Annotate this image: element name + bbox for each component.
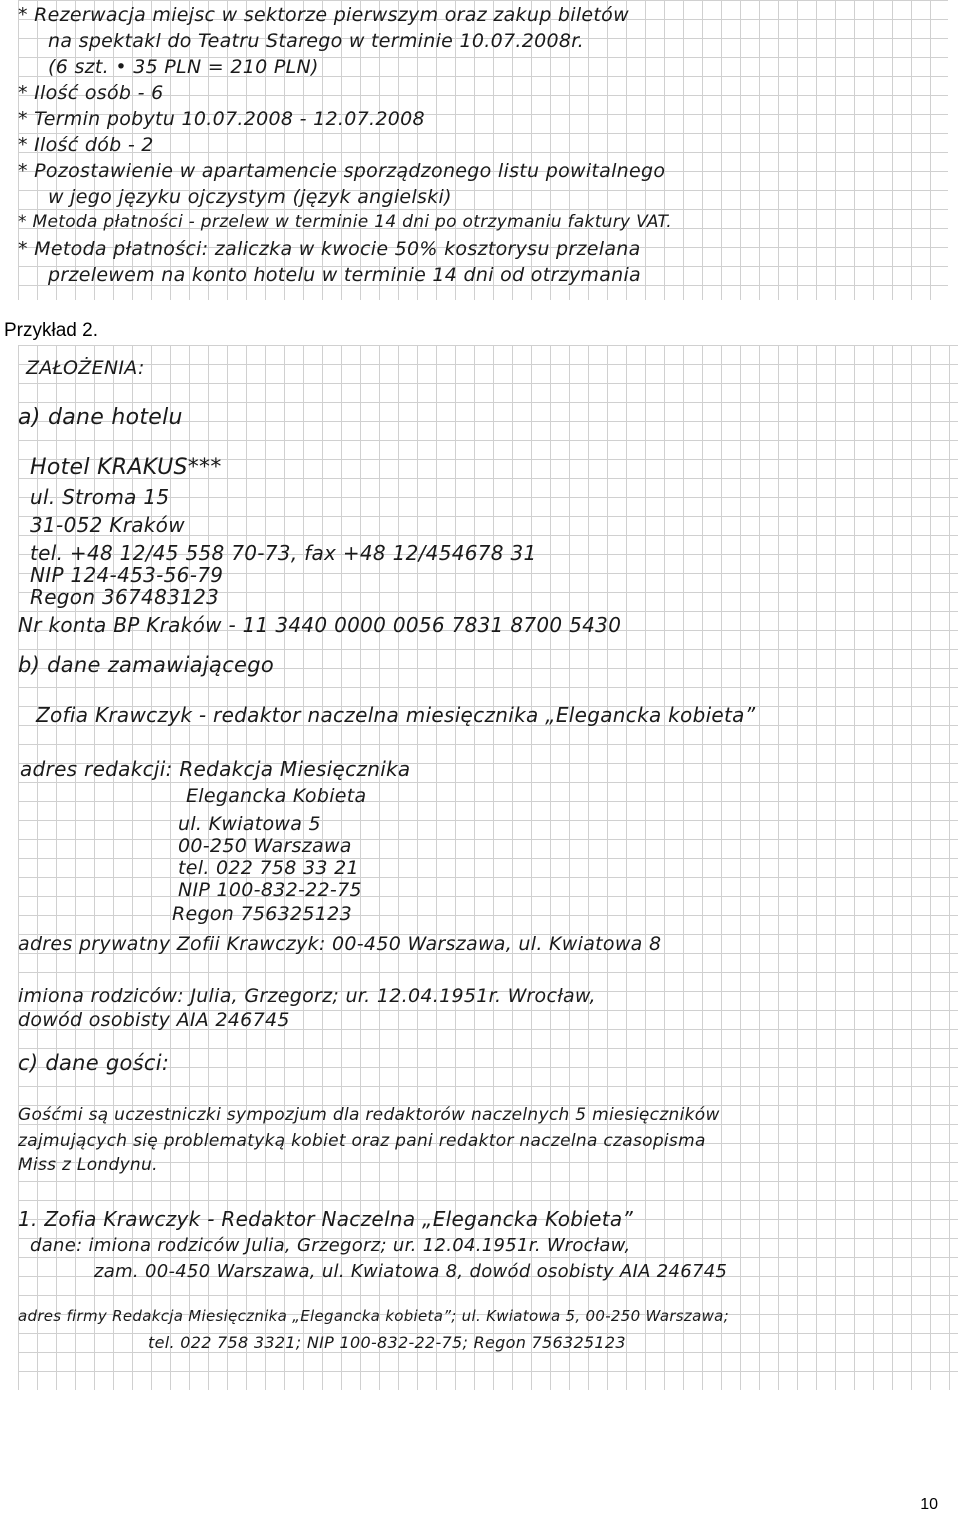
handwritten-line: adres firmy Redakcja Miesięcznika „Elegancka kobieta”; ul. Kwiatowa 5, 00-250 Warszawa; (18, 1307, 729, 1325)
handwritten-line: * Pozostawienie w apartamencie sporządzonego listu powitalnego (18, 160, 666, 182)
handwritten-line: ul. Stroma 15 (30, 485, 170, 509)
handwritten-line: NIP 124-453-56-79 (30, 563, 224, 587)
handwritten-line: 1. Zofia Krawczyk - Redaktor Naczelna „Elegancka Kobieta” (18, 1207, 634, 1231)
handwritten-line: (6 szt. • 35 PLN = 210 PLN) (48, 56, 319, 78)
handwritten-line: * Termin pobytu 10.07.2008 - 12.07.2008 (18, 108, 425, 130)
handwritten-line: dane: imiona rodziców Julia, Grzegorz; ur. 12.04.1951r. Wrocław, (30, 1235, 631, 1256)
handwritten-line: zam. 00-450 Warszawa, ul. Kwiatowa 8, dowód osobisty AIA 246745 (94, 1261, 728, 1282)
handwritten-line: Gośćmi są uczestniczki sympozjum dla redaktorów naczelnych 5 miesięczników (18, 1105, 720, 1125)
handwritten-line: Hotel KRAKUS*** (30, 455, 222, 480)
handwritten-line: Miss z Londynu. (18, 1155, 158, 1175)
handwritten-line: Nr konta BP Kraków - 11 3440 0000 0056 7831 8700 5430 (18, 613, 622, 637)
handwritten-line: * Ilość dób - 2 (18, 134, 154, 156)
handwritten-line: na spektakl do Teatru Starego w terminie 10.07.2008r. (48, 30, 584, 52)
handwritten-line: adres prywatny Zofii Krawczyk: 00-450 Warszawa, ul. Kwiatowa 8 (18, 933, 662, 955)
handwritten-line: * Metoda płatności: zaliczka w kwocie 50% kosztorysu przelana (18, 238, 641, 260)
section-heading: ZAŁOŻENIA: (26, 357, 145, 379)
handwritten-line: dowód osobisty AIA 246745 (18, 1009, 290, 1031)
handwritten-line: imiona rodziców: Julia, Grzegorz; ur. 12.04.1951r. Wrocław, (18, 985, 596, 1007)
handwritten-line: przelewem na konto hotelu w terminie 14 dni od otrzymania (48, 264, 641, 286)
handwritten-line: tel. +48 12/45 558 70-73, fax +48 12/454678 31 (30, 541, 537, 565)
handwritten-scan-top (18, 0, 948, 300)
handwritten-line: * Metoda płatności - przelew w terminie 14 dni po otrzymaniu faktury VAT. (18, 212, 672, 232)
handwritten-line: Regon 367483123 (30, 585, 220, 609)
section-heading: c) dane gości: (18, 1051, 170, 1075)
section-heading: b) dane zamawiającego (18, 653, 275, 677)
handwritten-line: 31-052 Kraków (30, 513, 185, 537)
handwritten-line: adres redakcji: Redakcja Miesięcznika (20, 757, 411, 781)
handwritten-line: zajmujących się problematyką kobiet oraz pani redaktor naczelna czasopisma (18, 1131, 706, 1151)
handwritten-line: tel. 022 758 3321; NIP 100-832-22-75; Regon 756325123 (148, 1333, 626, 1352)
handwritten-line: Zofia Krawczyk - redaktor naczelna miesięcznika „Elegancka kobieta” (36, 703, 756, 727)
page-number: 10 (920, 1496, 938, 1513)
handwritten-scan-main (18, 345, 958, 1390)
handwritten-line: Regon 756325123 (172, 903, 352, 925)
handwritten-line: 00-250 Warszawa (178, 835, 352, 857)
handwritten-line: * Ilość osób - 6 (18, 82, 164, 104)
handwritten-line: ul. Kwiatowa 5 (178, 813, 321, 835)
section-heading: a) dane hotelu (18, 405, 183, 430)
handwritten-line: * Rezerwacja miejsc w sektorze pierwszym oraz zakup biletów (18, 4, 629, 26)
handwritten-line: NIP 100-832-22-75 (178, 879, 362, 901)
handwritten-line: Elegancka Kobieta (186, 785, 367, 807)
handwritten-line: tel. 022 758 33 21 (178, 857, 359, 879)
handwritten-line: w jego języku ojczystym (język angielski) (48, 186, 452, 208)
figure-caption: Przykład 2. (4, 320, 98, 341)
